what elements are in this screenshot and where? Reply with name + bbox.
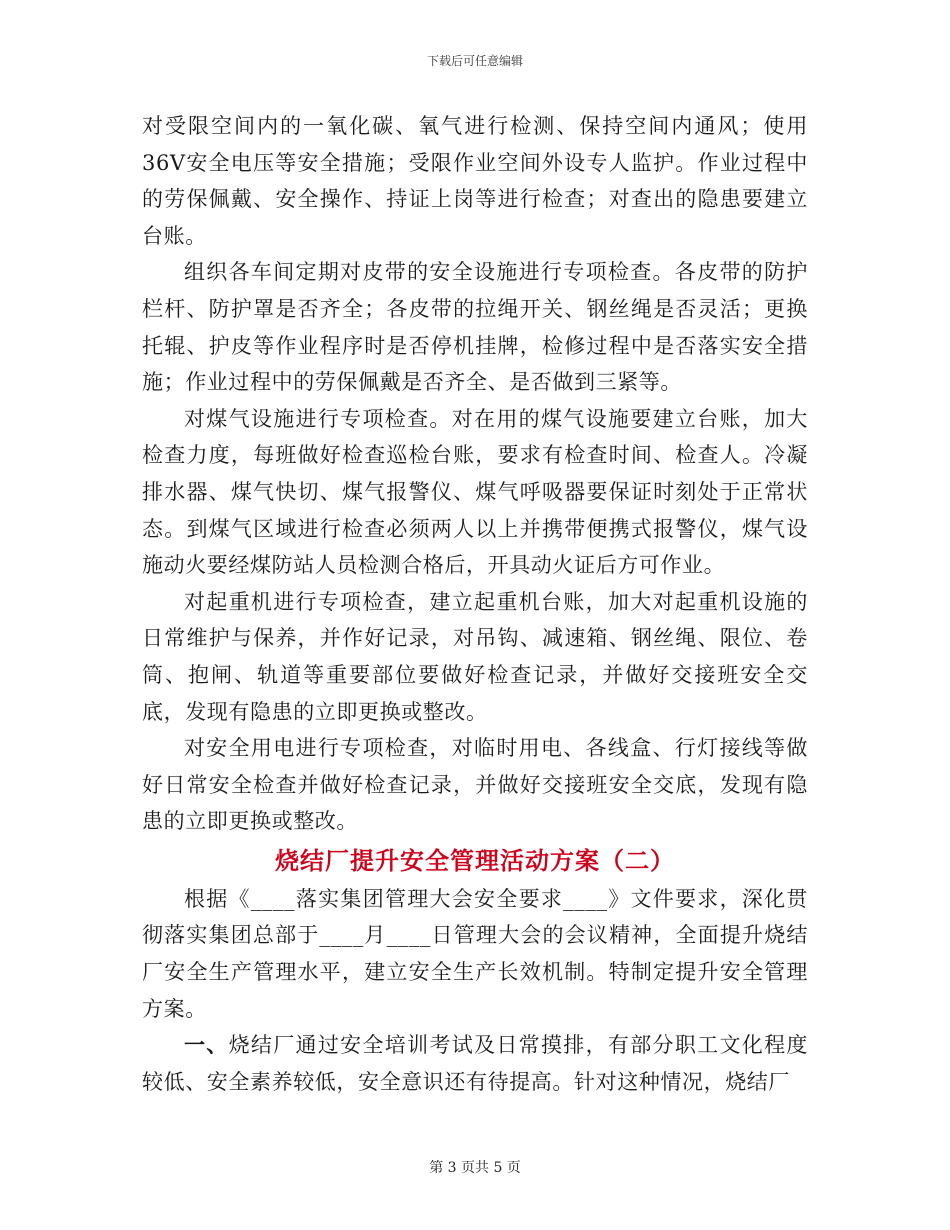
page-header: 下载后可任意编辑 [426, 54, 523, 68]
paragraph-gas-inspection: 对煤气设施进行专项检查。对在用的煤气设施要建立台账，加大检查力度，每班做好检查巡检台账，要求有检查时间、检查人。冷凝排水器、煤气快切、煤气报警仪、煤气呼吸器要保证时刻处于正常状态。到煤气区域进行检查必须两人以上并携带便携式报警仪，煤气设施动火要经煤防站人员检测合格后，开具动火证后方可作业。 [142, 406, 808, 578]
paragraph-belt-inspection: 组织各车间定期对皮带的安全设施进行专项检查。各皮带的防护栏杆、防护罩是否齐全；各皮带的拉绳开关、钢丝绳是否灵活；更换托辊、护皮等作业程序时是否停机挂牌，检修过程中是否落实安全措施；作业过程中的劳保佩戴是否齐全、是否做到三紧等。 [142, 260, 808, 395]
paragraph-item-one [142, 1027, 808, 1100]
paragraph-crane-inspection: 对起重机进行专项检查，建立起重机台账，加大对起重机设施的日常维护与保养，并作好记录，对吊钩、减速箱、钢丝绳、限位、卷筒、抱闸、轨道等重要部位要做好检查记录，并做好交接班安全交底，发现有隐患的立即更换或整改。 [142, 589, 808, 724]
paragraph-basis: 根据《____落实集团管理大会安全要求____》文件要求，深化贯彻落实集团总部于____月____日管理大会的会议精神，全面提升烧结厂安全生产管理水平，建立安全生产长效机制。特制定提升安全管理方案。 [142, 886, 808, 1021]
document-body [142, 108, 808, 1100]
section-title: 烧结厂提升安全管理活动方案（二） [275, 845, 675, 875]
paragraph-electricity-inspection: 对安全用电进行专项检查，对临时用电、各线盒、行灯接线等做好日常安全检查并做好检查记录，并做好交接班安全交底，发现有隐患的立即更换或整改。 [142, 736, 808, 834]
item-one-text: 烧结厂通过安全培训考试及日常摸排，有部分职工文化程度较低、安全素养较低，安全意识还有待提高。针对这种情况，烧结厂 [142, 1033, 808, 1094]
page-number: 第 3 页共 5 页 [429, 1160, 521, 1176]
paragraph-confined-space: 对受限空间内的一氧化碳、氧气进行检测、保持空间内通风；使用36V安全电压等安全措施；受限作业空间外设专人监护。作业过程中的劳保佩戴、安全操作、持证上岗等进行检查；对查出的隐患要建立台账。 [142, 114, 808, 248]
item-one-lead: 一、 [184, 1032, 229, 1058]
